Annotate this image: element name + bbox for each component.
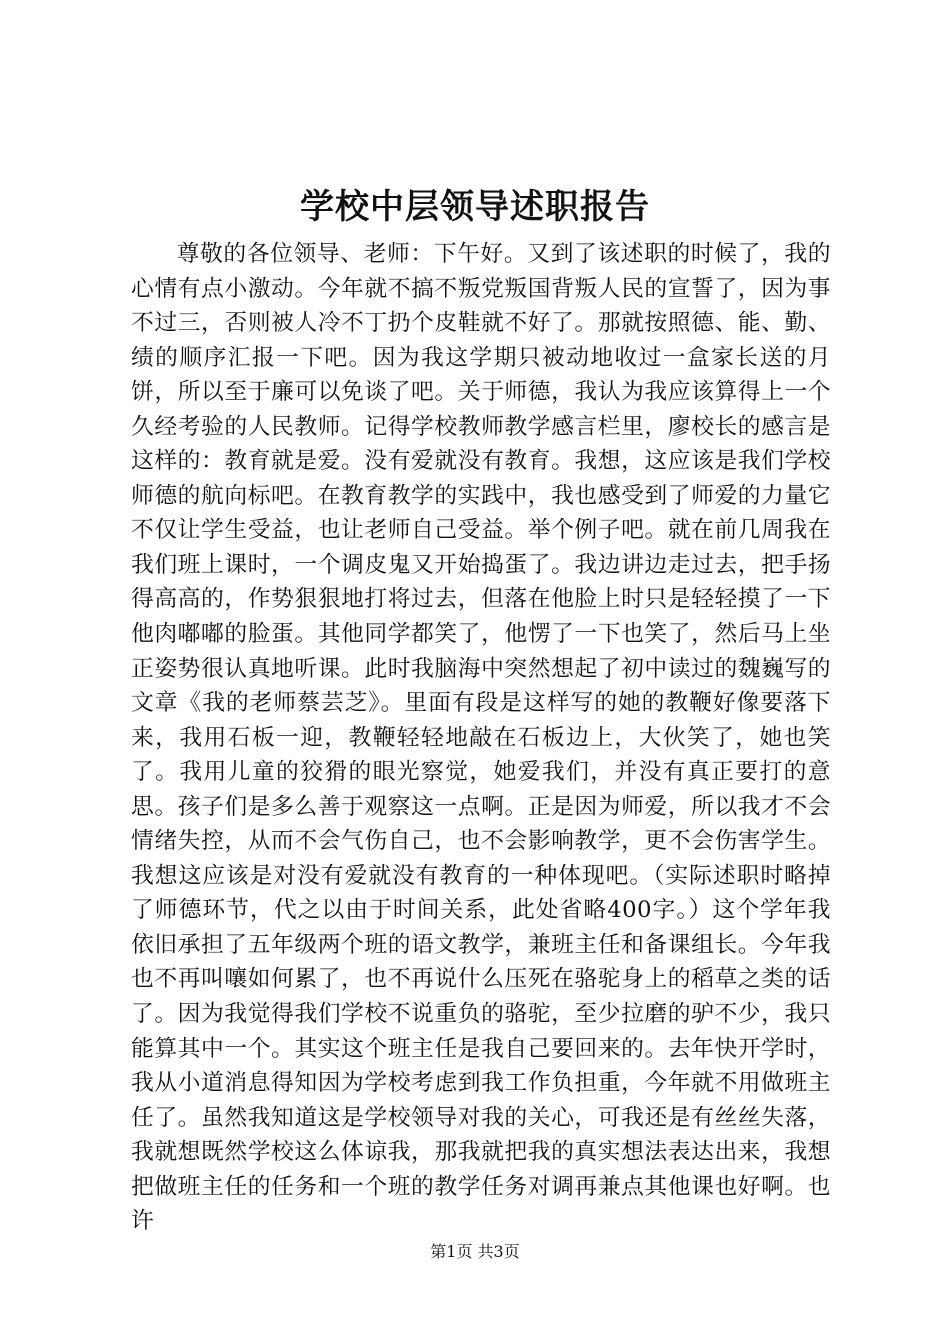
document-title: 学校中层领导述职报告 xyxy=(300,187,650,227)
document-body-paragraph: 尊敬的各位领导、老师：下午好。又到了该述职的时候了，我的心情有点小激动。今年就不搞不叛党叛国背叛人民的宣誓了，因为事不过三，否则被人冷不丁扔个皮鞋就不好了。那就按照德、能、勤、绩的顺序汇报一下吧。因为我这学期只被动地收过一盒家长送的月饼，所以至于廉可以免谈了吧。关于师德，我认为我应该算得上一个久经考验的人民教师。记得学校教师教学感言栏里，廖校长的感言是这样的：教育就是爱。没有爱就没有教育。我想，这应该是我们学校师德的航向标吧。在教育教学的实践中，我也感受到了师爱的力量它不仅让学生受益，也让老师自己受益。举个例子吧。就在前几周我在我们班上课时，一个调皮鬼又开始捣蛋了。我边讲边走过去，把手扬得高高的，作势狠狠地打将过去，但落在他脸上时只是轻轻摸了一下他肉嘟嘟的脸蛋。其他同学都笑了，他愣了一下也笑了，然后马上坐正姿势很认真地听课。此时我脑海中突然想起了初中读过的魏巍写的文章《我的老师蔡芸芝》。里面有段是这样写的她的教鞭好像要落下来，我用石板一迎，教鞭轻轻地敲在石板边上，大伙笑了，她也笑了。我用儿童的狡猾的眼光察觉，她爱我们，并没有真正要打的意思。孩子们是多么善于观察这一点啊。正是因为师爱，所以我才不会情绪失控，从而不会气伤自己，也不会影响教学，更不会伤害学生。我想这应该是对没有爱就没有教育的一种体现吧。（实际述职时略掉了师德环节，代之以由于时间关系，此处省略400字。）这个学年我依旧承担了五年级两个班的语文教学，兼班主任和备课组长。今年我也不再叫嚷如何累了，也不再说什么压死在骆驼身上的稻草之类的话了。因为我觉得我们学校不说重负的骆驼，至少拉磨的驴不少，我只能算其中一个。其实这个班主任是我自己要回来的。去年快开学时，我从小道消息得知因为学校考虑到我工作负担重，今年就不用做班主任了。虽然我知道这是学校领导对我的关心，可我还是有丝丝失落，我就想既然学校这么体谅我，那我就把我的真实想法表达出来，我想把做班主任的任务和一个班的教学任务对调再兼点其他课也好啊。也许 xyxy=(131,241,831,1235)
page-number-footer: 第1页 共3页 xyxy=(430,1242,520,1261)
